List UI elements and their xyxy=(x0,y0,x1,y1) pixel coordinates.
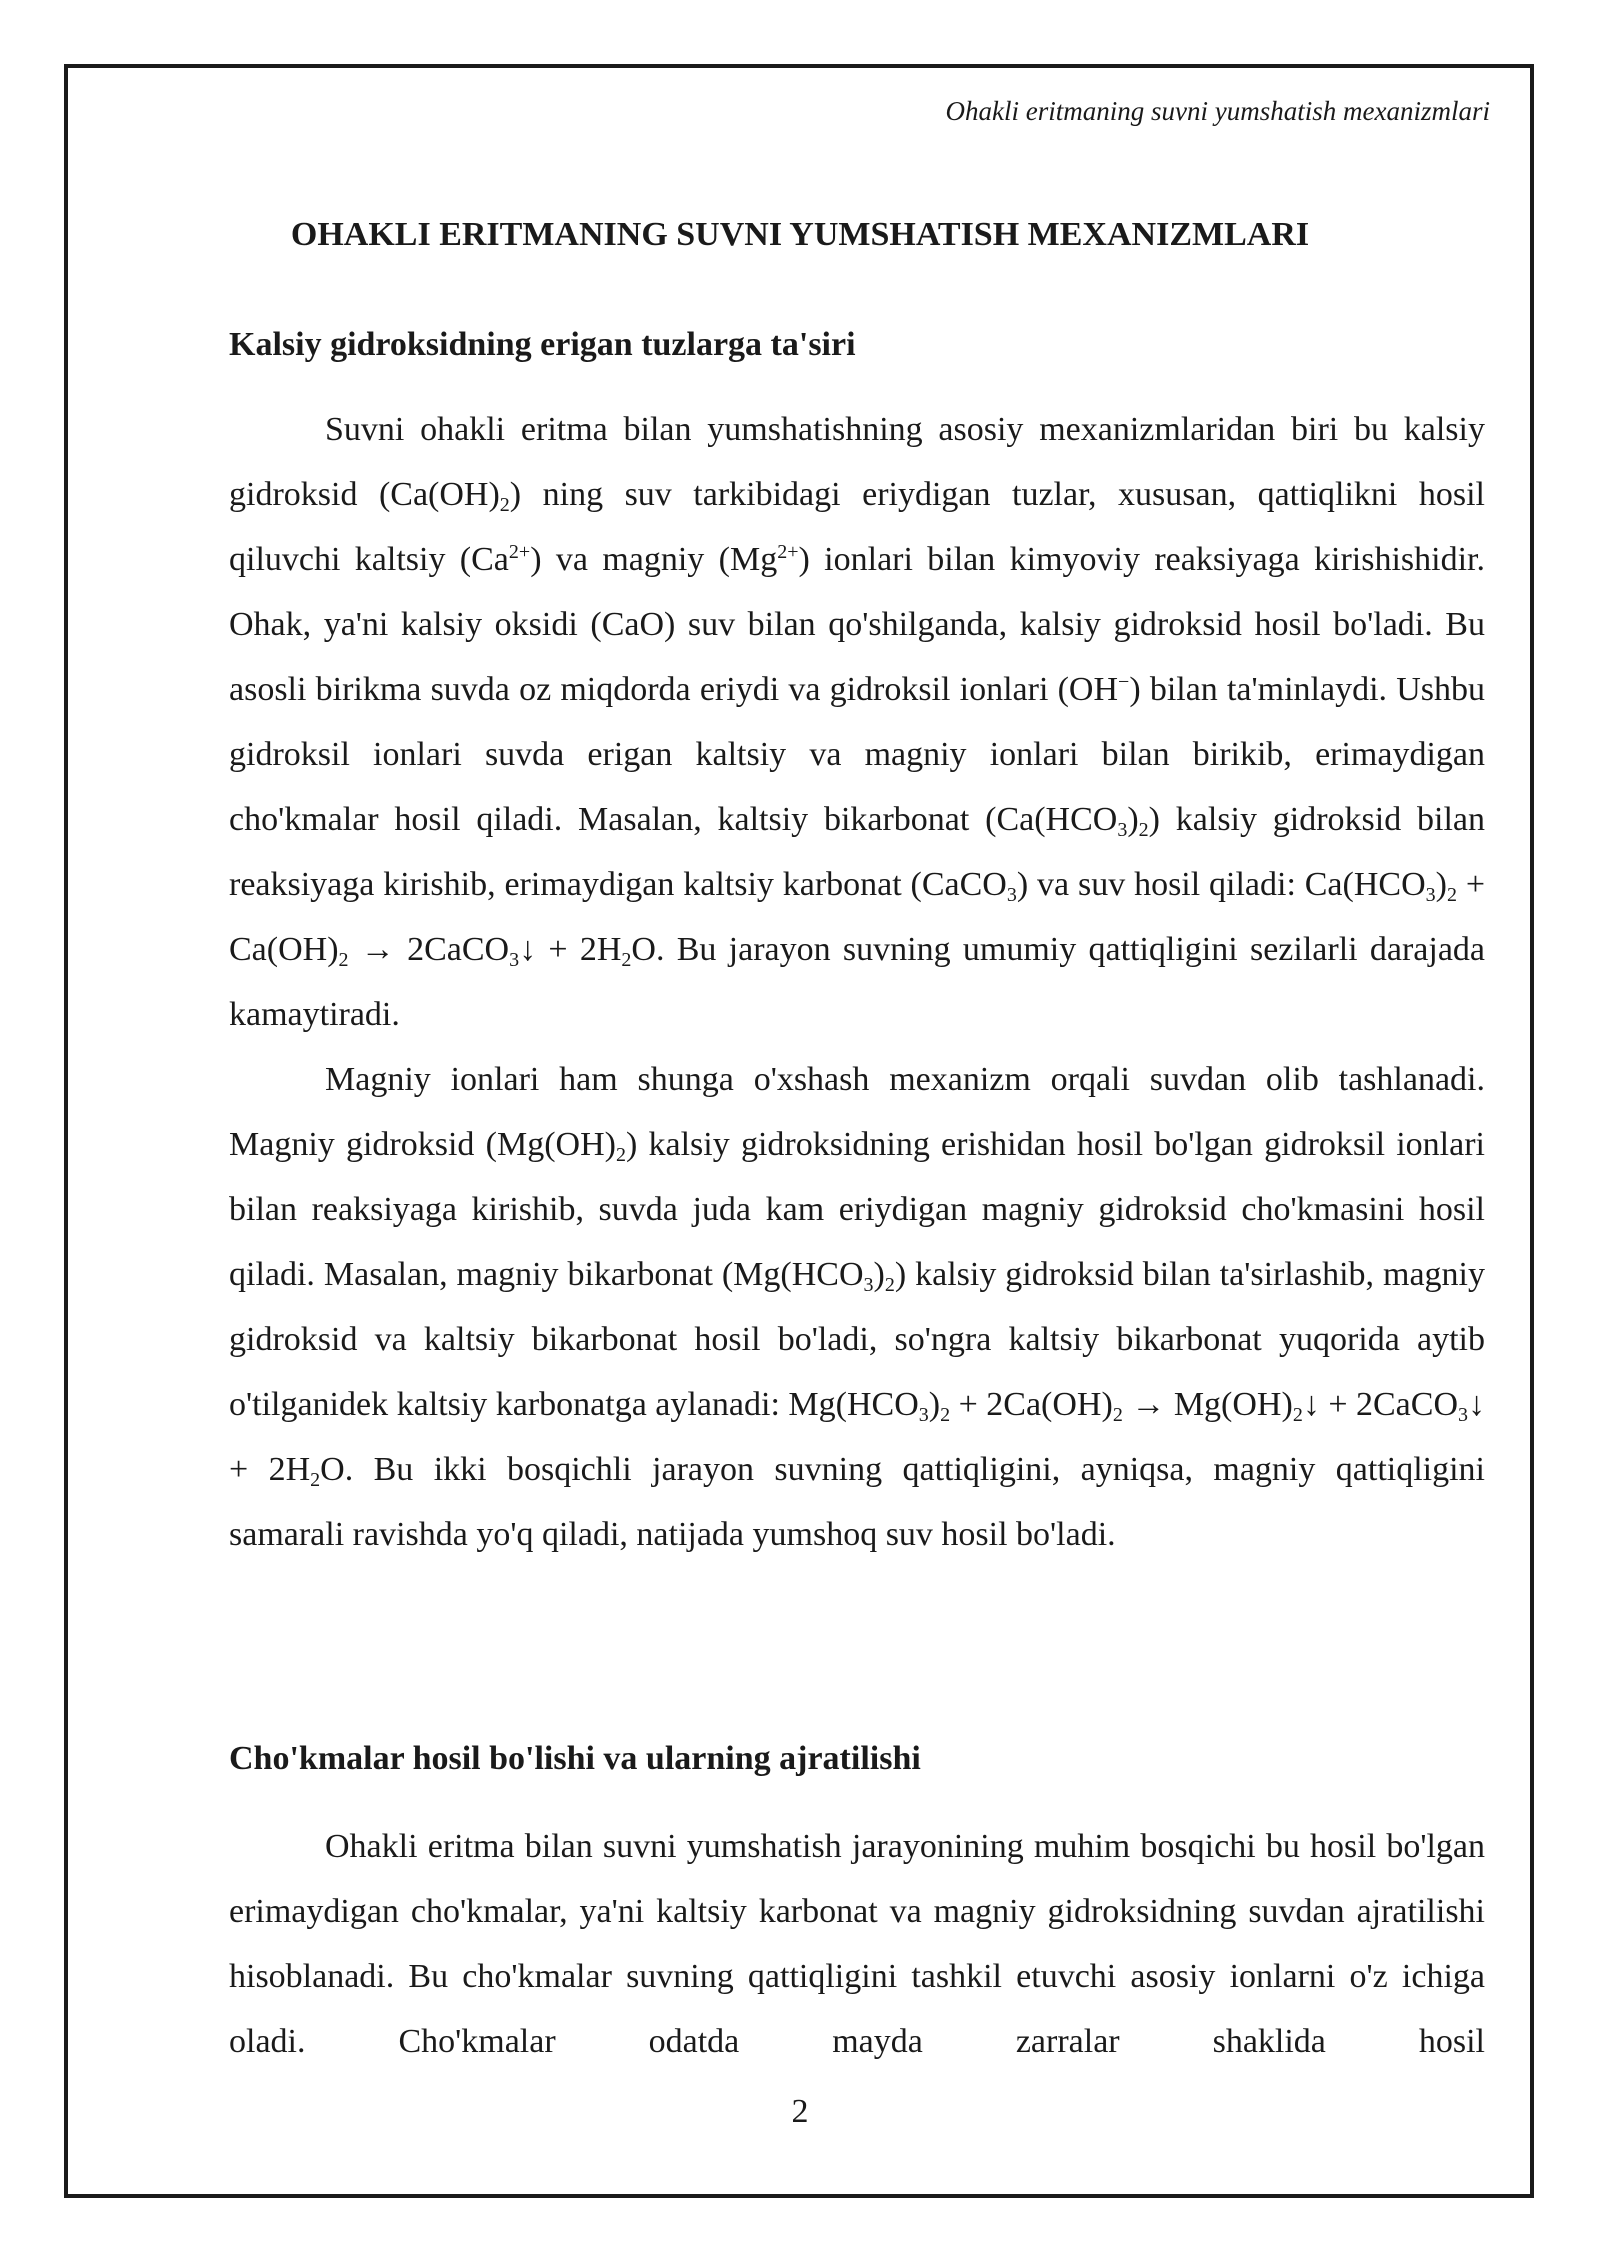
body-paragraph: Ohakli eritma bilan suvni yumshatish jarayonining muhim bosqichi bu hosil bo'lgan erimaydigan cho'kmalar, ya'ni kaltsiy karbonat va magniy gidroksidning suvdan ajratilishi hisoblanadi. Bu cho'kmalar suvning qattiqligini tashkil etuvchi asosiy ionlarni o'z ichiga oladi. Cho'kmalar odatda mayda zarralar shaklida hosil xyxy=(229,1828,1485,2060)
page-title: OHAKLI ERITMANING SUVNI YUMSHATISH MEXANIZMLARI xyxy=(290,216,1310,253)
page-number: 2 xyxy=(791,2093,809,2130)
section-2-body xyxy=(229,1814,1485,2074)
section-1-body xyxy=(229,397,1485,1567)
section-2 xyxy=(229,1740,1485,1778)
running-head: Ohakli eritmaning suvni yumshatish mexanizmlari xyxy=(945,96,1490,126)
section-heading: Cho'kmalar hosil bo'lishi va ularning ajratilishi xyxy=(229,1740,921,1777)
section-heading: Kalsiy gidroksidning erigan tuzlarga ta'siri xyxy=(229,326,856,363)
section-1 xyxy=(229,326,1485,364)
body-paragraph: Magniy ionlari ham shunga o'xshash mexanizm orqali suvdan olib tashlanadi. Magniy gidroksid $(Mg(OH)_2)$ kalsiy gidroksidning erishidan hosil bo'lgan gidroksil ionlari bilan reaksiyaga kirishib, suvda juda kam eriydigan magniy gidroksid cho'kmasini hosil qiladi. Masalan, magniy bikarbonat $(Mg(HCO_3)_2)$ kalsiy gidroksid bilan ta'sirlashib, magniy gidroksid va kaltsiy bikarbonat hosil bo'ladi, so'ngra kaltsiy bikarbonat yuqorida aytib o'tilganidek kaltsiy karbonatga aylanadi: $Mg(HCO_3)_2 + 2Ca(OH)_2$ → $Mg(OH)_2↓$ + 2CaCO$_3$↓ + $2H_2O$. Bu ikki bosqichli jarayon suvning qattiqligini, ayniqsa, magniy qattiqligini samarali ravishda yo'q qiladi, natijada yumshoq suv hosil bo'ladi. xyxy=(229,1061,1485,1553)
body-paragraph: Suvni ohakli eritma bilan yumshatishning asosiy mexanizmlaridan biri bu kalsiy gidroksid $(Ca(OH)_2)$ ning suv tarkibidagi eriydigan tuzlar, xususan, qattiqlikni hosil qiluvchi kaltsiy $(Ca^{2+})$ va magniy $(Mg^{2+})$ ionlari bilan kimyoviy reaksiyaga kirishishidir. Ohak, ya'ni kalsiy oksidi (CaO) suv bilan qo'shilganda, kalsiy gidroksid hosil bo'ladi. Bu asosli birikma suvda oz miqdorda eriydi va gidroksil ionlari (OH−) bilan ta'minlaydi. Ushbu gidroksil ionlari suvda erigan kaltsiy va magniy ionlari bilan birikib, erimaydigan cho'kmalar hosil qiladi. Masalan, kaltsiy bikarbonat $(Ca(HCO_3)_2)$ kalsiy gidroksid bilan reaksiyaga kirishib, erimaydigan kaltsiy karbonat (CaCO$_3$) va suv hosil qiladi: $Ca(HCO_3)_2 + Ca(OH)_2$ → 2CaCO$_3$↓ + $2H_2O$. Bu jarayon suvning umumiy qattiqligini sezilarli darajada kamaytiradi. xyxy=(229,411,1486,1033)
